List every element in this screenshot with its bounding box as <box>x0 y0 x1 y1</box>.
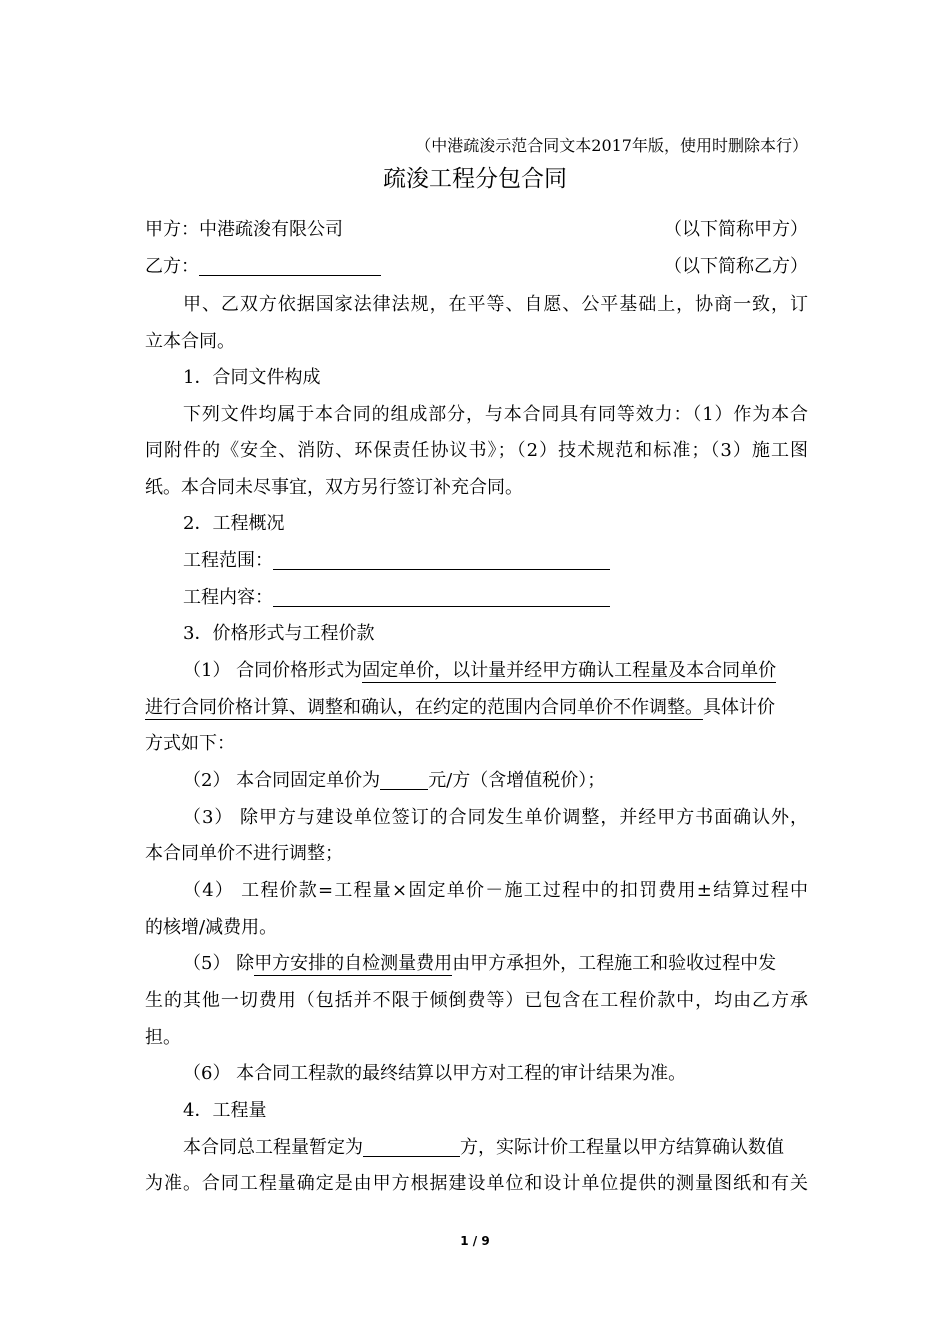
price-item-1-underlined-2: 进行合同价格计算、调整和确认，在约定的范围内合同单价不作调整。 <box>145 697 703 718</box>
quantity-line-1 <box>183 1136 784 1160</box>
content-line <box>183 586 610 610</box>
price-item-5-prefix: （5） 除 <box>183 953 255 974</box>
page-number: 1 / 9 <box>460 1234 490 1248</box>
section-1-line-2: 同附件的《安全、消防、环保责任协议书》；（2）技术规范和标准；（3）施工图 <box>145 440 808 461</box>
section-1-line-1: 下列文件均属于本合同的组成部分，与本合同具有同等效力：（1）作为本合 <box>183 404 808 425</box>
price-item-2-prefix: （2） 本合同固定单价为 <box>183 770 381 791</box>
quantity-suffix: 方，实际计价工程量以甲方结算确认数值 <box>460 1137 784 1158</box>
price-item-1-prefix: （1） 合同价格形式为 <box>183 660 363 681</box>
price-item-5-underlined: 甲方安排的自检测量费用 <box>254 953 453 974</box>
price-item-2-suffix: 元/方（含增值税价）； <box>428 770 606 791</box>
price-item-5-line-1 <box>183 952 776 976</box>
price-item-6: （6） 本合同工程款的最终结算以甲方对工程的审计结果为准。 <box>183 1063 687 1084</box>
unit-price-blank <box>380 769 428 790</box>
quantity-blank <box>363 1136 460 1157</box>
party-b-blank <box>199 255 381 276</box>
quantity-prefix: 本合同总工程量暂定为 <box>183 1137 363 1158</box>
quantity-line-2: 为准。合同工程量确定是由甲方根据建设单位和设计单位提供的测量图纸和有关 <box>145 1173 808 1194</box>
scope-blank <box>273 549 610 570</box>
party-b-suffix: （以下简称乙方） <box>664 256 808 277</box>
section-3-heading: 3．价格形式与工程价款 <box>183 623 375 644</box>
price-item-2 <box>183 769 605 793</box>
price-item-5-line-2: 生的其他一切费用（包括并不限于倾倒费等）已包含在工程价款中，均由乙方承 <box>145 990 808 1011</box>
price-item-1-suffix: 具体计价 <box>703 697 775 718</box>
intro-line-1: 甲、乙双方依据国家法律法规，在平等、自愿、公平基础上，协商一致，订 <box>183 294 808 315</box>
contract-title: 疏浚工程分包合同 <box>383 166 567 192</box>
price-item-1-line-1 <box>183 659 776 683</box>
price-item-1-underlined-1: 固定单价，以计量并经甲方确认工程量及本合同单价 <box>362 660 777 681</box>
party-a-suffix: （以下简称甲方） <box>664 219 808 240</box>
price-item-5-line-3: 担。 <box>145 1027 181 1048</box>
section-2-heading: 2．工程概况 <box>183 513 285 534</box>
price-item-1-line-3: 方式如下： <box>145 733 235 754</box>
intro-line-2: 立本合同。 <box>145 331 235 352</box>
price-item-3-line-2: 本合同单价不进行调整； <box>145 843 343 864</box>
content-label: 工程内容： <box>183 587 273 608</box>
party-a-line: 甲方：中港疏浚有限公司 <box>145 219 343 240</box>
price-item-4-line-2: 的核增/减费用。 <box>145 917 278 938</box>
section-1-line-3: 纸。本合同未尽事宜，双方另行签订补充合同。 <box>145 477 523 498</box>
price-item-5-suffix: 由甲方承担外，工程施工和验收过程中发 <box>452 953 777 974</box>
price-item-4-line-1: （4） 工程价款=工程量×固定单价－施工过程中的扣罚费用±结算过程中 <box>183 880 808 901</box>
section-4-heading: 4．工程量 <box>183 1100 267 1121</box>
section-1-heading: 1．合同文件构成 <box>183 367 321 388</box>
party-b-line <box>145 255 381 279</box>
scope-line <box>183 549 610 573</box>
party-b-label: 乙方： <box>145 256 199 277</box>
scope-label: 工程范围： <box>183 550 273 571</box>
price-item-1-line-2 <box>145 696 775 720</box>
content-blank <box>273 586 610 607</box>
price-item-3-line-1: （3） 除甲方与建设单位签订的合同发生单价调整，并经甲方书面确认外， <box>183 807 808 828</box>
template-note: （中港疏浚示范合同文本2017年版，使用时删除本行） <box>415 136 808 155</box>
